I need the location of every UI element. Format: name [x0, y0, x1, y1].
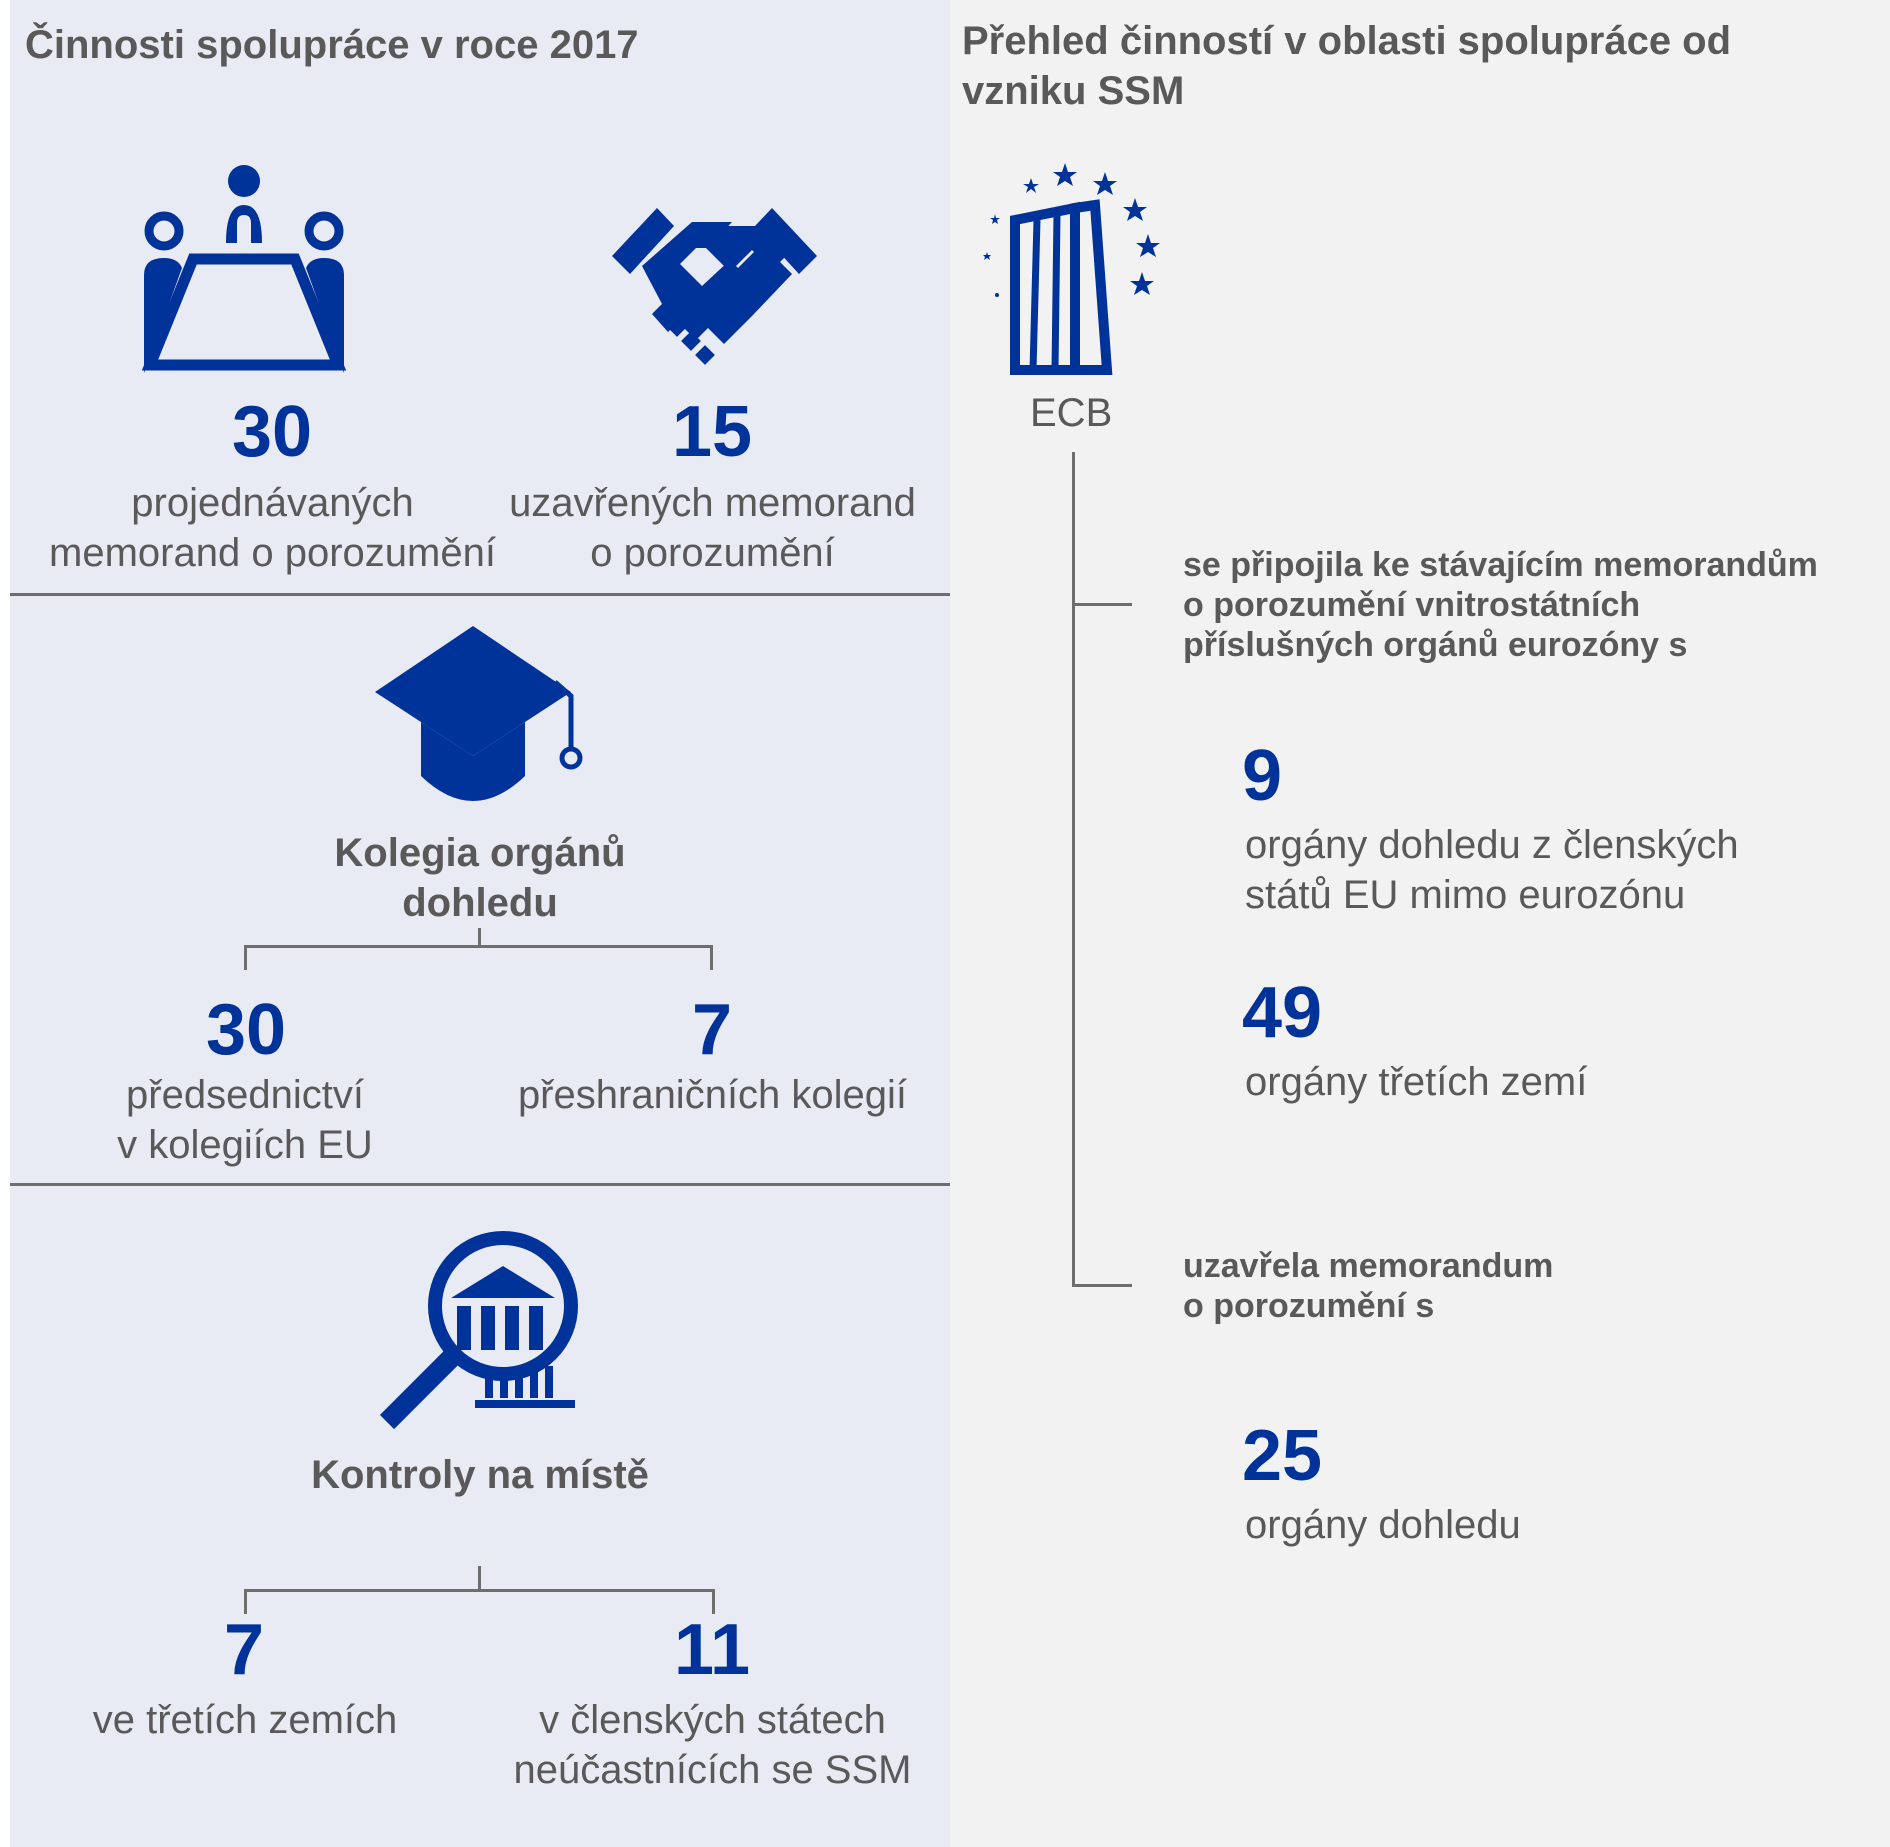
inspections-connector — [478, 1566, 481, 1591]
non-euro-eu-authorities-label: orgány dohledu z členských států EU mimo eurozónu — [1245, 823, 1739, 917]
memoranda-concluded-label: uzavřených memorand o porozumění — [509, 481, 916, 575]
inspections-connector — [244, 1589, 715, 1592]
ecb-logo-icon — [975, 160, 1175, 380]
supervisory-authorities-label: orgány dohledu — [1245, 1503, 1521, 1547]
colleges-connector — [244, 945, 713, 948]
memoranda-discussed-label: projednávaných memorand o porozumění — [49, 481, 496, 575]
ecb-tree-trunk — [1072, 452, 1075, 1286]
branch2-connector — [1072, 1284, 1132, 1287]
ecb-label: ECB — [1030, 391, 1113, 435]
third-country-authorities-label: orgány třetích zemí — [1245, 1060, 1588, 1104]
right-panel-title: Přehled činností v oblasti spolupráce od vzniku SSM — [962, 19, 1732, 113]
magnifier-bank-icon — [375, 1228, 585, 1438]
college-chairs-label: předsednictví v kolegiích EU — [117, 1073, 373, 1167]
memoranda-concluded-value: 15 — [671, 392, 753, 472]
member-state-inspections-label: v členských státech neúčastnících se SSM — [513, 1698, 912, 1792]
third-country-authorities-value: 49 — [1242, 973, 1323, 1053]
member-state-inspections-value: 11 — [673, 1610, 751, 1690]
graduation-cap-icon — [375, 626, 585, 811]
section-divider — [10, 1183, 950, 1186]
third-country-inspections-label: ve třetích zemích — [92, 1698, 398, 1742]
section-divider — [10, 593, 950, 596]
colleges-connector — [244, 945, 247, 970]
handshake-icon — [612, 208, 817, 368]
colleges-connector — [710, 945, 713, 970]
branch2-label: uzavřela memorandum o porozumění s — [1183, 1247, 1554, 1325]
branch1-label: se připojila ke stávajícím memorandům o porozumění vnitrostátních příslušných orgánů eurozóny s — [1183, 546, 1818, 664]
colleges-heading: Kolegia orgánů dohledu — [334, 831, 626, 925]
cross-border-colleges-label: přeshraničních kolegií — [517, 1073, 908, 1117]
supervisory-authorities-value: 25 — [1242, 1416, 1323, 1496]
non-euro-eu-authorities-value: 9 — [1242, 736, 1283, 816]
memoranda-discussed-value: 30 — [231, 392, 313, 472]
college-chairs-value: 30 — [205, 990, 287, 1070]
left-panel-title: Činnosti spolupráce v roce 2017 — [25, 23, 639, 67]
inspections-heading: Kontroly na místě — [311, 1453, 649, 1497]
meeting-table-icon — [138, 163, 348, 373]
third-country-inspections-value: 7 — [223, 1610, 265, 1690]
cross-border-colleges-value: 7 — [691, 990, 733, 1070]
branch1-connector — [1072, 603, 1132, 606]
